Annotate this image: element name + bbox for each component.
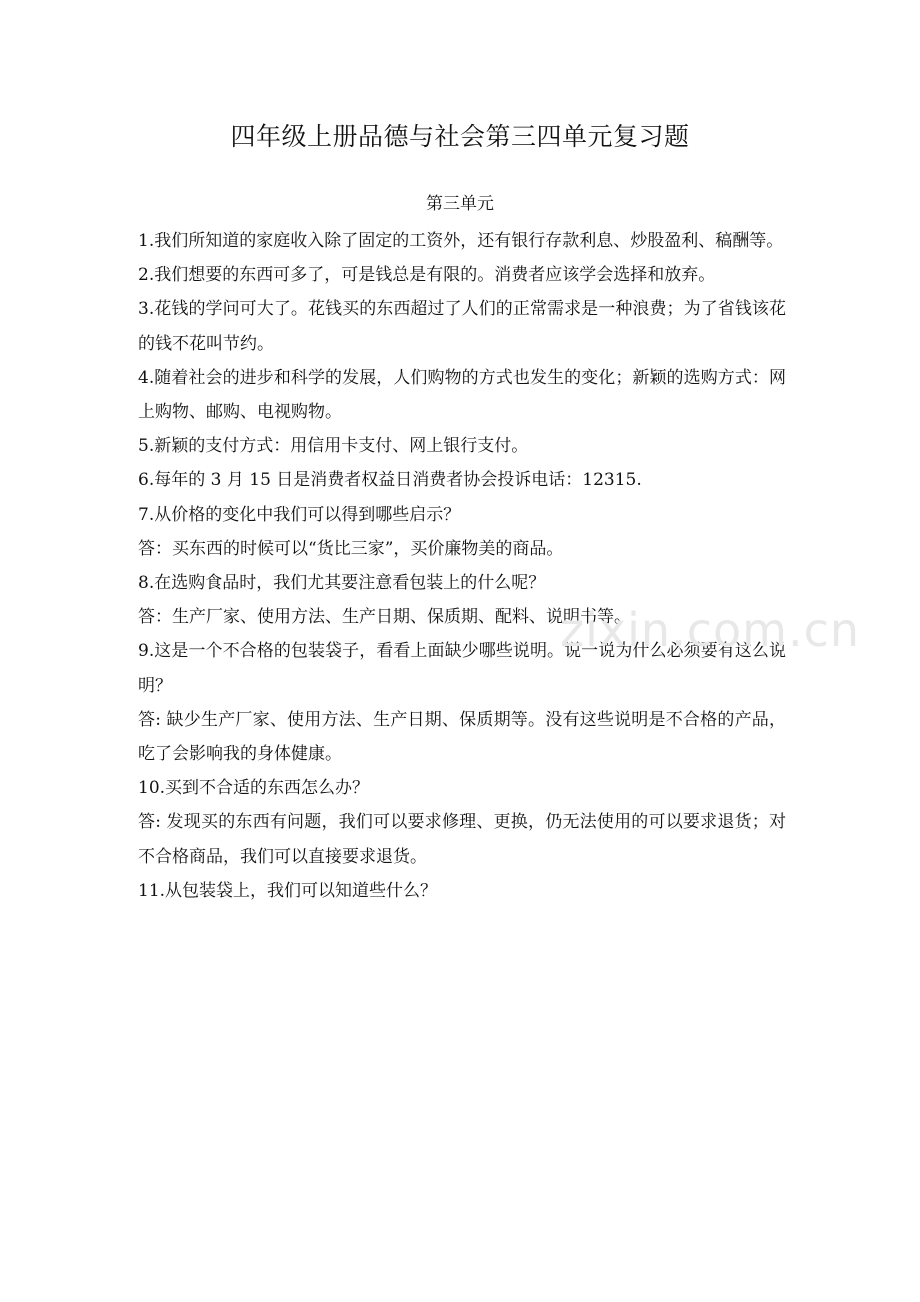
paragraph: 答：生产厂家、使用方法、生产日期、保质期、配料、说明书等。 xyxy=(138,607,631,628)
paragraph: 10.买到不合适的东西怎么办？ xyxy=(138,778,370,799)
document-title: 四年级上册品德与社会第三四单元复习题 xyxy=(230,122,690,151)
paragraph: 答: 缺少生产厂家、使用方法、生产日期、保质期等。没有这些说明是不合格的产品，吃了会影响我的身体健康。 xyxy=(138,709,786,765)
paragraph: 11.从包装袋上，我们可以知道些什么？ xyxy=(138,880,438,901)
paragraph: 3.花钱的学问可大了。花钱买的东西超过了人们的正常需求是一种浪费；为了省钱该花的钱不花叫节约。 xyxy=(138,299,786,354)
paragraph: 5.新颖的支付方式：用信用卡支付、网上银行支付。 xyxy=(138,436,529,457)
paragraph: 6.每年的 3 月 15 日是消费者权益日消费者协会投诉电话：12315. xyxy=(138,470,642,491)
section-heading: 第三单元 xyxy=(426,194,494,214)
paragraph: 7.从价格的变化中我们可以得到哪些启示？ xyxy=(138,504,461,525)
paragraph: 2.我们想要的东西可多了，可是钱总是有限的。消费者应该学会选择和放弃。 xyxy=(138,265,716,286)
watermark: zixin.com.cn xyxy=(560,603,861,657)
paragraph: 答：买东西的时候可以“货比三家”，买价廉物美的商品。 xyxy=(138,538,564,559)
paragraph: 答: 发现买的东西有问题，我们可以要求修理、更换，仍无法使用的可以要求退货；对不合格商品，我们可以直接要求退货。 xyxy=(138,812,786,867)
paragraph: 1.我们所知道的家庭收入除了固定的工资外，还有银行存款利息、炒股盈利、稿酬等。 xyxy=(138,231,784,251)
document-body xyxy=(138,224,786,908)
paragraph: 4.随着社会的进步和科学的发展，人们购物的方式也发生的变化；新颖的选购方式：网上购物、邮购、电视购物。 xyxy=(138,367,786,423)
paragraph: 9.这是一个不合格的包装袋子，看看上面缺少哪些说明。说一说为什么必须要有这么说明？ xyxy=(138,641,786,696)
paragraph: 8.在选购食品时，我们尤其要注意看包装上的什么呢？ xyxy=(138,573,546,594)
